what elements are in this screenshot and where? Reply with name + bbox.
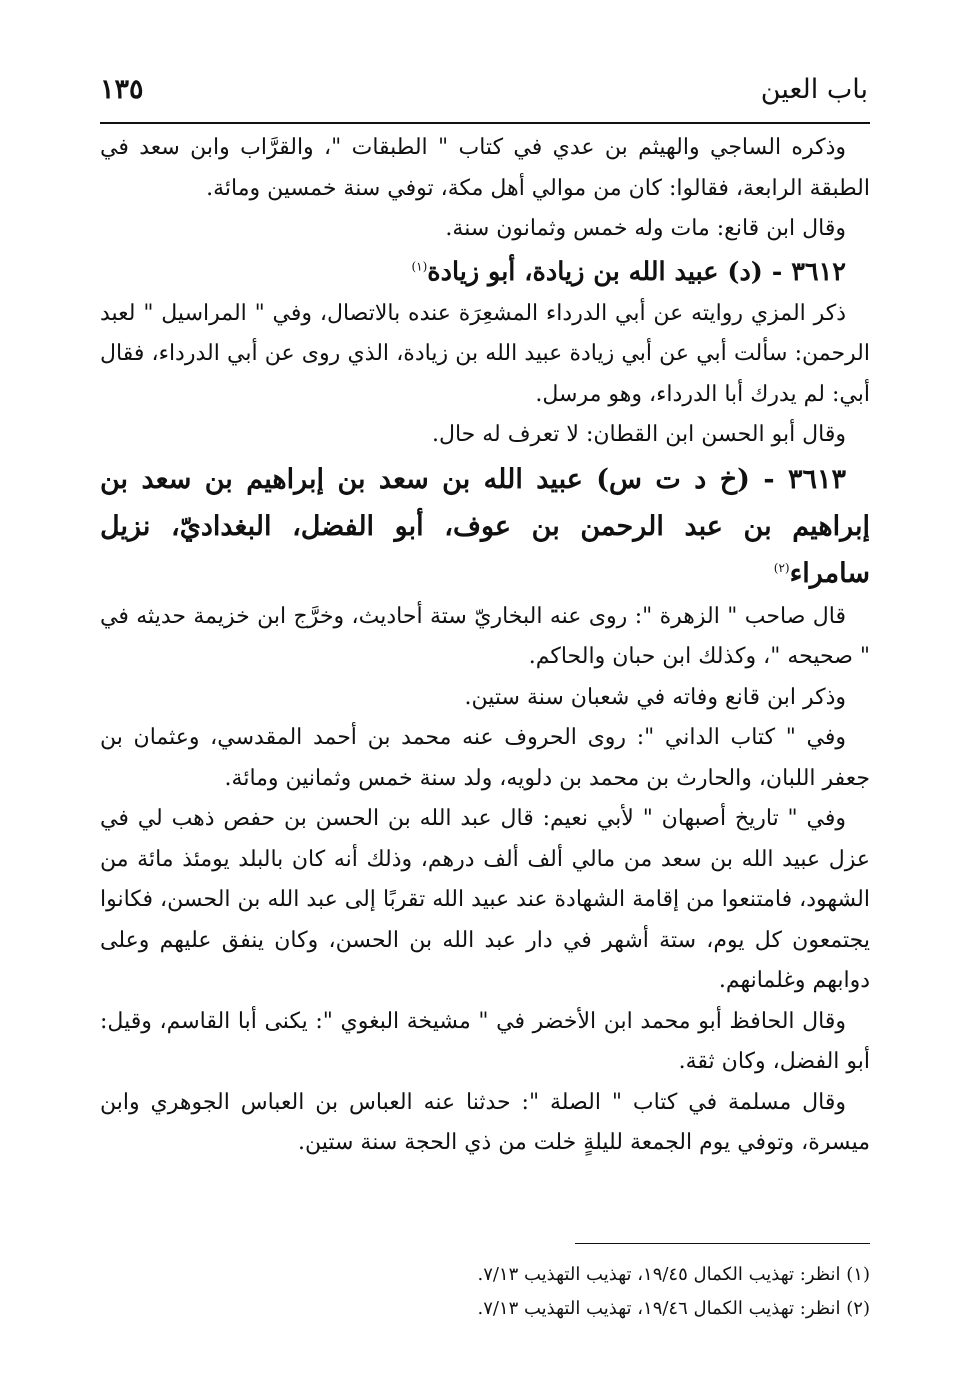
- footnotes: [100, 1258, 870, 1326]
- paragraph: وذكره الساجي والهيثم بن عدي في كتاب " الطبقات "، والقرَّاب وابن سعد في الطبقة الرابعة، فقالوا: كان من موالي أهل مكة، توفي سنة خمسين ومائة.: [100, 135, 870, 201]
- entry-heading: [100, 456, 870, 597]
- footnote-ref: (١): [411, 259, 428, 273]
- footnote-ref: (٢): [773, 560, 790, 575]
- entry-heading: [100, 250, 870, 294]
- entry-heading-text: ٣٦١٣ - (خ د ت س) عبيد الله بن سعد بن إبراهيم بن سعد بن إبراهيم بن عبد الرحمن بن عوف، أبو الفضل، البغداديّ، نزيل سامراء: [100, 463, 870, 589]
- paragraph: وقال أبو الحسن ابن القطان: لا تعرف له حال.: [431, 422, 846, 447]
- footnote: (١) انظر: تهذيب الكمال ١٩/٤٥، تهذيب التهذيب ٧/١٣.: [477, 1264, 870, 1285]
- paragraph: وفي " تاريخ أصبهان " لأبي نعيم: قال عبد الله بن الحسن بن حفص ذهب لي في عزل عبيد الله بن سعد من مالي ألف ألف درهم، وذلك أنه كان بالبلد يومئذ مائة من الشهود، فامتنعوا من إقامة الشهادة عند عبيد الله تقربًا إلى عبد الله بن الحسن، فكانوا يجتمعون كل يوم، ستة أشهر في دار عبد الله بن الحسن، وكان ينفق عليهم وعلى دوابهم وغلمانهم.: [100, 806, 870, 993]
- paragraph: وذكر ابن قانع وفاته في شعبان سنة ستين.: [464, 684, 846, 710]
- page-header: [100, 66, 868, 118]
- entry-heading-text: ٣٦١٢ - (د) عبيد الله بن زيادة، أبو زيادة: [427, 256, 846, 287]
- paragraph: وقال الحافظ أبو محمد ابن الأخضر في " مشيخة البغوي ": يكنى أبا القاسم، وقيل: أبو الفضل، وكان ثقة.: [100, 1008, 870, 1074]
- paragraph: ذكر المزي روايته عن أبي الدرداء المشعِرَة عنده بالاتصال، وفي " المراسيل " لعبد الرحمن: سألت أبي عن أبي زيادة عبيد الله بن زيادة، الذي روى عن أبي الدرداء، فقال أبي: لم يدرك أبا الدرداء، وهو مرسل.: [100, 300, 870, 407]
- page-number: ١٣٥: [100, 74, 144, 105]
- footnote: (٢) انظر: تهذيب الكمال ١٩/٤٦، تهذيب التهذيب ٧/١٣.: [477, 1298, 870, 1319]
- footnote-divider: [575, 1243, 870, 1244]
- paragraph: وقال مسلمة في كتاب " الصلة ": حدثنا عنه العباس بن العباس الجوهري وابن ميسرة، وتوفي يوم الجمعة لليلةٍ خلت من ذي الحجة سنة ستين.: [100, 1089, 870, 1155]
- paragraph: وفي " كتاب الداني ": روى الحروف عنه محمد بن أحمد المقدسي، وعثمان بن جعفر اللبان، والحارث بن محمد بن دلويه، ولد سنة خمس وثمانين ومائة.: [100, 725, 870, 791]
- paragraph: وقال ابن قانع: مات وله خمس وثمانون سنة.: [445, 216, 846, 241]
- paragraph: قال صاحب " الزهرة ": روى عنه البخاريّ ستة أحاديث، وخرَّج ابن خزيمة حديثه في " صحيحه "، وكذلك ابن حبان والحاكم.: [100, 603, 870, 669]
- header-divider: [100, 122, 870, 124]
- chapter-title: باب العين: [760, 74, 868, 105]
- main-text: [100, 128, 870, 1164]
